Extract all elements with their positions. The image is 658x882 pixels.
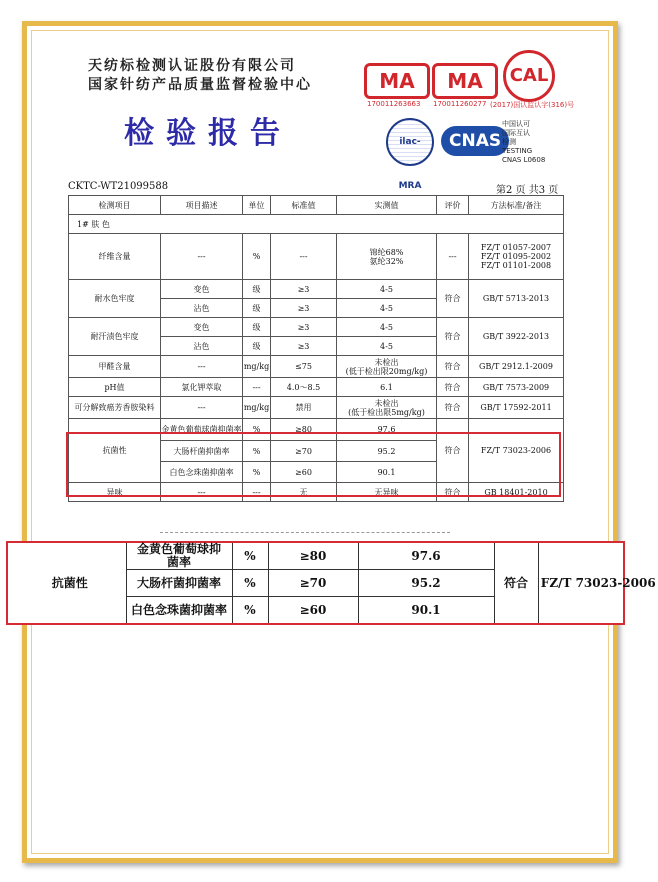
cell-standard: ≥3 [271, 299, 337, 318]
zoom-standard: ≥60 [268, 597, 358, 624]
cal-logo-number: (2017)国认监认字(316)号 [490, 101, 575, 109]
zoom-evaluation: 符合 [494, 543, 538, 623]
cell-standard: --- [271, 234, 337, 280]
zoom-desc [126, 543, 232, 570]
table-row [69, 280, 564, 299]
cell-measured: 4-5 [337, 337, 437, 356]
cell-measured: 4-5 [337, 280, 437, 299]
center-name: 国家针纺产品质量监督检验中心 [88, 77, 312, 93]
cnas-text-line: TESTING [502, 147, 533, 155]
cell-evaluation: 符合 [437, 483, 469, 502]
cell-unit: --- [243, 378, 271, 397]
cell-desc: 沾色 [161, 299, 243, 318]
cell-item: 耐汗渍色牢度 [69, 318, 161, 356]
zoom-desc: 大肠杆菌抑菌率 [126, 570, 232, 597]
cell-item: pH值 [69, 378, 161, 397]
cell-measured: 90.1 [337, 462, 437, 483]
cell-item: 异味 [69, 483, 161, 502]
cell-method: GB/T 2912.1-2009 [469, 356, 564, 378]
cnas-text-line: 检测 [502, 138, 516, 146]
ma-logo-2: MA [432, 63, 498, 99]
cell-item: 耐水色牢度 [69, 280, 161, 318]
cell-evaluation: 符合 [437, 280, 469, 318]
antibacterial-highlight-box [66, 432, 561, 497]
zoom-standard: ≥80 [268, 543, 358, 570]
method-line: FZ/T 01101-2008 [480, 261, 552, 270]
measured-line: 未检出 [374, 357, 399, 367]
cell-method: GB/T 3922-2013 [469, 318, 564, 356]
table-row [69, 318, 564, 337]
measured-line: 未检出 [374, 398, 399, 408]
cell-desc: 大肠杆菌抑菌率 [161, 441, 243, 462]
zoom-row [14, 543, 658, 570]
zoom-unit: % [232, 597, 268, 624]
cell-item: 抗菌性 [69, 419, 161, 483]
header-unit: 单位 [243, 196, 271, 215]
cell-measured [337, 356, 437, 378]
cell-unit: % [243, 234, 271, 280]
cell-evaluation: 符合 [437, 419, 469, 483]
cell-unit: % [243, 441, 271, 462]
cell-method: GB/T 17592-2011 [469, 397, 564, 419]
report-number: CKTC-WT21099588 [68, 181, 169, 192]
ilac-mra-logo: ilac-MRA [386, 118, 434, 166]
zoom-desc-line: 金黄色葡萄球抑 [136, 542, 221, 556]
cal-logo: CAL [503, 50, 555, 102]
cell-measured: 4-5 [337, 299, 437, 318]
ma-logo-2-number: 170011260277 [433, 100, 487, 108]
zoom-standard: ≥70 [268, 570, 358, 597]
page-info: 第2 页 共3 页 [496, 185, 559, 196]
measured-line: (低于检出限20mg/kg) [345, 366, 428, 376]
table-row [69, 234, 564, 280]
header-method: 方法标准/备注 [469, 196, 564, 215]
cell-unit: % [243, 462, 271, 483]
cell-desc: --- [161, 356, 243, 378]
cell-unit: % [243, 419, 271, 441]
cell-unit: 级 [243, 299, 271, 318]
cell-measured [337, 234, 437, 280]
cell-standard: 无 [271, 483, 337, 502]
cell-evaluation: --- [437, 234, 469, 280]
cell-standard: 4.0～8.5 [271, 378, 337, 397]
cell-desc: 金黄色葡萄球菌抑菌率 [161, 419, 243, 441]
cell-item: 甲醛含量 [69, 356, 161, 378]
cell-unit: mg/kg [243, 356, 271, 378]
cell-measured [337, 397, 437, 419]
cell-method: GB 18401-2010 [469, 483, 564, 502]
report-title: 检验报告 [124, 116, 292, 151]
cell-measured: 无异味 [337, 483, 437, 502]
cell-measured: 95.2 [337, 441, 437, 462]
cnas-logo-text [502, 120, 545, 165]
cnas-text-line: 中国认可 [502, 120, 530, 128]
measured-line: (低于检出限5mg/kg) [348, 407, 425, 417]
zoom-measured: 95.2 [358, 570, 494, 597]
cell-desc: --- [161, 483, 243, 502]
zoom-item: 抗菌性 [14, 543, 126, 623]
cell-standard: ≥3 [271, 337, 337, 356]
header-standard: 标准值 [271, 196, 337, 215]
header-measured: 实测值 [337, 196, 437, 215]
cell-unit: 级 [243, 280, 271, 299]
cell-standard: 禁用 [271, 397, 337, 419]
cell-measured: 4-5 [337, 318, 437, 337]
header-item: 检测项目 [69, 196, 161, 215]
cell-desc: --- [161, 234, 243, 280]
cell-standard: ≥60 [271, 462, 337, 483]
cell-standard: ≥70 [271, 441, 337, 462]
header-desc: 项目描述 [161, 196, 243, 215]
header-evaluation: 评价 [437, 196, 469, 215]
zoom-desc-line: 菌率 [166, 555, 191, 569]
cell-evaluation: 符合 [437, 356, 469, 378]
cell-evaluation: 符合 [437, 378, 469, 397]
cell-measured: 6.1 [337, 378, 437, 397]
table-header-row [69, 196, 564, 215]
cell-method [469, 234, 564, 280]
zoom-desc: 白色念珠菌抑菌率 [126, 597, 232, 624]
cell-unit: 级 [243, 318, 271, 337]
cell-evaluation: 符合 [437, 397, 469, 419]
cell-standard: ≥3 [271, 318, 337, 337]
cell-method: GB/T 7573-2009 [469, 378, 564, 397]
ma-logo-1-number: 170011263663 [367, 100, 421, 108]
cell-item: 可分解致癌芳香胺染料 [69, 397, 161, 419]
organization-name: 天纺标检测认证股份有限公司 [88, 58, 296, 74]
ma-logo-1: MA [364, 63, 430, 99]
cnas-logo: CNAS [441, 126, 509, 156]
dashed-divider [160, 532, 450, 533]
cnas-text-line: 国际互认 [502, 129, 530, 137]
measured-line: 锦纶68% [369, 247, 404, 257]
cell-standard: ≤75 [271, 356, 337, 378]
cell-method: FZ/T 73023-2006 [469, 419, 564, 483]
zoom-unit: % [232, 570, 268, 597]
table-row [69, 397, 564, 419]
cell-unit: 级 [243, 337, 271, 356]
cell-unit: mg/kg [243, 397, 271, 419]
table-row [69, 378, 564, 397]
cell-desc: 沾色 [161, 337, 243, 356]
zoom-table [14, 543, 658, 623]
method-line: FZ/T 01095-2002 [480, 252, 552, 261]
cell-standard: ≥3 [271, 280, 337, 299]
cell-evaluation: 符合 [437, 318, 469, 356]
cnas-text-line: CNAS L0608 [502, 156, 546, 164]
section-label: 1# 肤 色 [69, 215, 564, 234]
cell-desc: 氯化钾萃取 [161, 378, 243, 397]
antibacterial-zoom-panel [6, 541, 656, 625]
zoom-measured: 90.1 [358, 597, 494, 624]
cell-desc: 变色 [161, 318, 243, 337]
zoom-measured: 97.6 [358, 543, 494, 570]
cell-desc: 变色 [161, 280, 243, 299]
zoom-method: FZ/T 73023-2006 [538, 543, 658, 623]
cell-item: 纤维含量 [69, 234, 161, 280]
cell-desc: 白色念珠菌抑菌率 [161, 462, 243, 483]
cell-unit: --- [243, 483, 271, 502]
zoom-unit: % [232, 543, 268, 570]
section-row [69, 215, 564, 234]
method-line: FZ/T 01057-2007 [480, 243, 552, 252]
cell-standard: ≥80 [271, 419, 337, 441]
cell-desc: --- [161, 397, 243, 419]
cell-measured: 97.6 [337, 419, 437, 441]
measured-line: 氨纶32% [369, 256, 404, 266]
cell-method: GB/T 5713-2013 [469, 280, 564, 318]
table-row [69, 356, 564, 378]
